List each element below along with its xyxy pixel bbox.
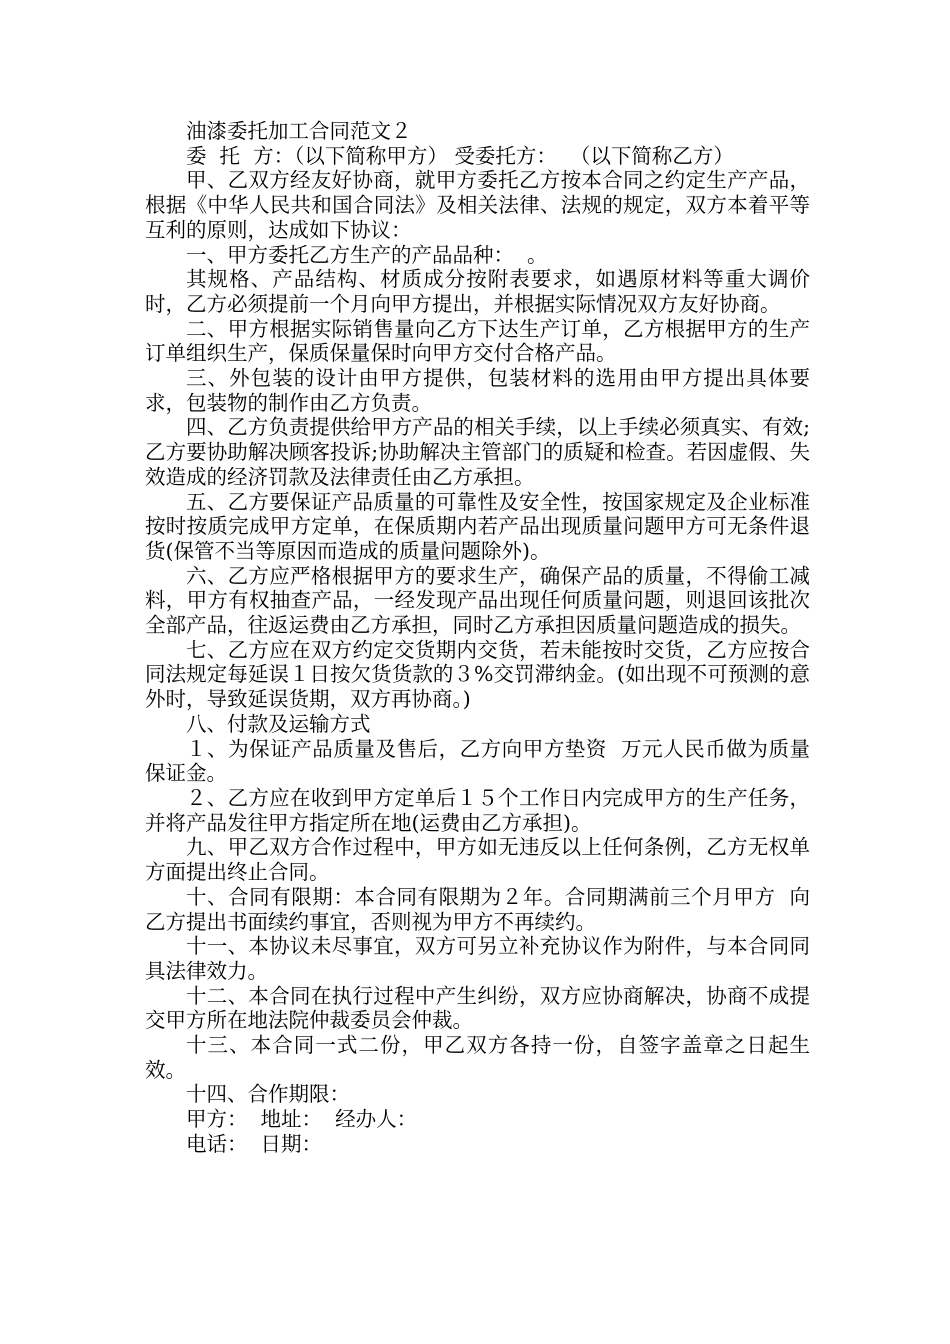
document-title: 油漆委托加工合同范文２ [186, 119, 412, 143]
clause-1-specifications: 其规格、产品结构、材质成分按附表要求，如遇原材料等重大调价时，乙方必须提前一个月向甲方提出，并根据实际情况双方友好协商。 [145, 267, 810, 316]
clause-8-payment-heading: 八、付款及运输方式 [186, 711, 371, 736]
signature-party-line: 甲方： 地址： 经办人： [186, 1107, 418, 1132]
clause-4-documents: 四、乙方负责提供给甲方产品的相关手续，以上手续必须真实、有效;乙方要协助解决顾客投诉;协助解决主管部门的质疑和检查。若因虚假、失效造成的经济罚款及法律责任由乙方承担。 [145, 415, 810, 489]
clause-6-production: 六、乙方应严格根据甲方的要求生产，确保产品的质量，不得偷工减料，甲方有权抽查产品，一经发现产品出现任何质量问题，则退回该批次全部产品，往返运费由乙方承担，同时乙方承担因质量问题造成的损失。 [145, 563, 810, 638]
clause-10-term: 十、合同有限期：本合同有限期为２年。合同期满前三个月甲方 向乙方提出书面续约事宜，否则视为甲方不再续约。 [145, 884, 810, 934]
clause-9-termination: 九、甲乙双方合作过程中，甲方如无违反以上任何条例，乙方无权单方面提出终止合同。 [145, 835, 810, 885]
clause-13-copies: 十三、本合同一式二份，甲乙双方各持一份，自签字盖章之日起生效。 [145, 1033, 810, 1082]
signature-contact-line: 电话： 日期： [186, 1131, 323, 1156]
clause-5-quality: 五、乙方要保证产品质量的可靠性及安全性，按国家规定及企业标准按时按质完成甲方定单，在保质期内若产品出现质量问题甲方可无条件退货(保管不当等原因而造成的质量问题除外)。 [145, 489, 810, 563]
clause-2-orders: 二、甲方根据实际销售量向乙方下达生产订单，乙方根据甲方的生产订单组织生产，保质保量保时向甲方交付合格产品。 [145, 316, 810, 366]
clause-1-product-variety: 一、甲方委托乙方生产的产品品种： 。 [186, 242, 548, 267]
party-info-line: 委 托 方：（以下简称甲方） 受委托方： （以下简称乙方） [186, 143, 734, 168]
clause-8-item-1: １、为保证产品质量及售后，乙方向甲方垫资 万元人民币做为质量保证金。 [145, 736, 810, 786]
clause-14-cooperation-period: 十四、合作期限： [186, 1082, 350, 1107]
clause-8-item-2: ２、乙方应在收到甲方定单后１５个工作日内完成甲方的生产任务，并将产品发往甲方指定所在地(运费由乙方承担)。 [145, 785, 810, 835]
preamble-paragraph: 甲、乙双方经友好协商，就甲方委托乙方按本合同之约定生产产品，根据《中华人民共和国合同法》及相关法律、法规的规定，双方本着平等互利的原则，达成如下协议： [145, 168, 810, 242]
clause-11-supplement: 十一、本协议未尽事宜，双方可另立补充协议作为附件，与本合同同具法律效力。 [145, 934, 810, 983]
clause-7-delivery: 七、乙方应在双方约定交货期内交货，若未能按时交货，乙方应按合同法规定每延误１日按欠货货款的３%交罚滞纳金。(如出现不可预测的意外时，导致延误货期，双方再协商。) [145, 637, 810, 712]
clause-12-disputes: 十二、本合同在执行过程中产生纠纷，双方应协商解决，协商不成提交甲方所在地法院仲裁委员会仲裁。 [145, 983, 810, 1033]
clause-3-packaging: 三、外包装的设计由甲方提供，包装材料的选用由甲方提出具体要求，包装物的制作由乙方负责。 [145, 366, 810, 415]
document-page [145, 119, 810, 1157]
